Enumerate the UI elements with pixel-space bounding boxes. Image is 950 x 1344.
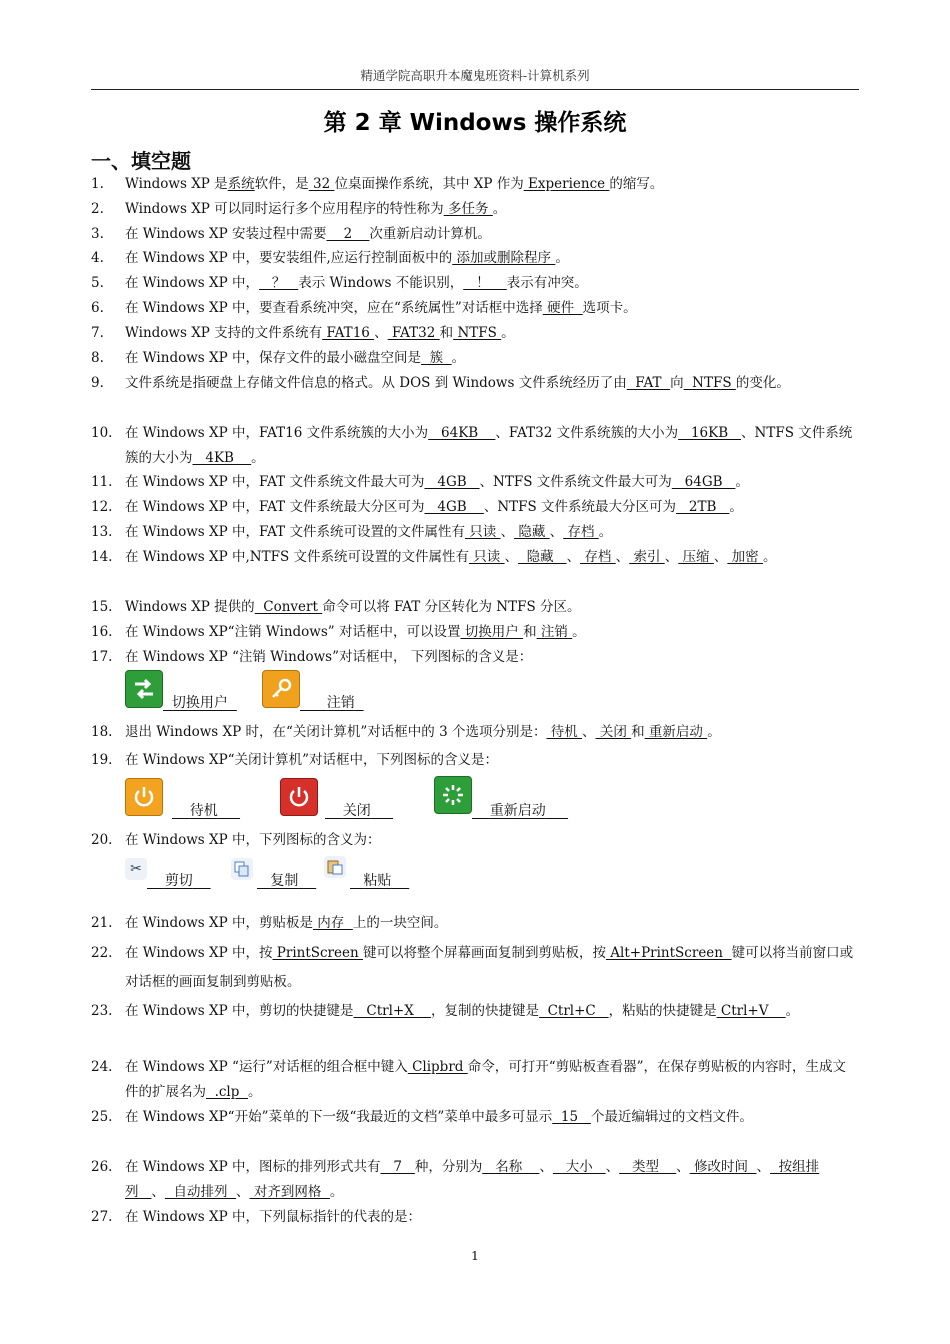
question-number: 3.: [91, 226, 104, 242]
question-number: 12.: [91, 499, 113, 515]
question-number: 14.: [91, 549, 113, 565]
question-number: 10.: [91, 425, 113, 441]
question-text: 在 Windows XP 中，剪贴板是 内存 上的一块空间。: [125, 915, 448, 931]
question-number: 21.: [91, 915, 113, 931]
switch-user-icon: [125, 670, 163, 708]
question-text: Windows XP 支持的文件系统有 FAT16 、 FAT32 和 NTFS 。: [125, 325, 515, 341]
question-text: 文件系统是指硬盘上存储文件信息的格式。从 DOS 到 Windows 文件系统经历了由 FAT 向 NTFS 的变化。: [125, 375, 790, 391]
question-number: 8.: [91, 350, 104, 366]
question-text: 在 Windows XP 中，要查看系统冲突，应在“系统属性”对话框中选择 硬件 选项卡。: [125, 300, 637, 316]
restart-icon: [434, 776, 472, 814]
question-number: 25.: [91, 1109, 113, 1125]
q20-label-paste: 粘贴: [363, 873, 392, 889]
question-number: 27.: [91, 1209, 113, 1225]
paste-icon: [324, 856, 346, 878]
question-number: 11.: [91, 474, 113, 490]
q17-label-logoff: 注销: [326, 695, 355, 711]
question-text: 在 Windows XP“开始”菜单的下一级“我最近的文档”菜单中最多可显示 15 个最近编辑过的文档文件。: [125, 1109, 753, 1125]
logoff-key-icon: [262, 670, 300, 708]
question-text: 在 Windows XP 安装过程中需要 2 次重新启动计算机。: [125, 226, 491, 242]
question-text: Windows XP 可以同时运行多个应用程序的特性称为 多任务 。: [125, 201, 507, 217]
question-number: 6.: [91, 300, 104, 316]
question-number: 22.: [91, 945, 113, 961]
question-number: 5.: [91, 275, 104, 291]
question-text: 在 Windows XP “注销 Windows”对话框中， 下列图标的含义是：: [125, 649, 533, 665]
page-number: 1: [471, 1248, 479, 1263]
shutdown-icon: [280, 778, 318, 816]
question-text: Windows XP 是系统软件，是 32 位桌面操作系统，其中 XP 作为 Experience 的缩写。: [125, 176, 664, 192]
question-text: 在 Windows XP 中，保存文件的最小磁盘空间是 簇 。: [125, 350, 466, 366]
question-number: 18.: [91, 724, 113, 740]
question-number: 19.: [91, 752, 113, 768]
question-text: 在 Windows XP 中，剪切的快捷键是 Ctrl+X ，复制的快捷键是 Ctrl+C ，粘贴的快捷键是 Ctrl+V 。: [125, 1003, 800, 1019]
question-text: 在 Windows XP 中，FAT 文件系统最大分区可为 4GB 、NTFS 文件系统最大分区可为 2TB 。: [125, 499, 743, 515]
question-number: 16.: [91, 624, 113, 640]
question-number: 17.: [91, 649, 113, 665]
question-text: 在 Windows XP 中，图标的排列形式共有 7 种，分别为 名称 、 大小 、 类型 、 修改时间 、 按组排列 、 自动排列 、 对齐到网格 。: [125, 1159, 820, 1200]
question-number: 7.: [91, 325, 104, 341]
question-text: 退出 Windows XP 时，在“关闭计算机”对话框中的 3 个选项分别是： 待机 、 关闭 和 重新启动 。: [125, 724, 721, 740]
q20-label-copy: 复制: [270, 873, 299, 889]
question-text: 在 Windows XP“注销 Windows” 对话框中，可以设置 切换用户 和 注销 。: [125, 624, 586, 640]
question-number: 15.: [91, 599, 113, 615]
question-text: 在 Windows XP“关闭计算机”对话框中，下列图标的含义是：: [125, 752, 498, 768]
question-number: 26.: [91, 1159, 113, 1175]
page-header: 精通学院高职升本魔鬼班资料-计算机系列: [91, 66, 859, 90]
copy-icon: [231, 858, 253, 880]
question-number: 24.: [91, 1059, 113, 1075]
q19-label-standby: 待机: [189, 803, 218, 819]
question-text: 在 Windows XP 中， ？ 表示 Windows 不能识别， ！ 表示有冲突。: [125, 275, 588, 291]
question-number: 4.: [91, 250, 104, 266]
question-number: 23.: [91, 1003, 113, 1019]
question-text: Windows XP 提供的 Convert 命令可以将 FAT 分区转化为 NTFS 分区。: [125, 599, 581, 615]
q20-label-cut: 剪切: [164, 873, 193, 889]
question-text: 在 Windows XP 中，下列鼠标指针的代表的是：: [125, 1209, 421, 1225]
question-text: 在 Windows XP 中，FAT 文件系统文件最大可为 4GB 、NTFS 文件系统文件最大可为 64GB 。: [125, 474, 749, 490]
cut-scissors-icon: ✂: [125, 858, 147, 880]
question-text: 在 Windows XP 中，要安装组件,应运行控制面板中的 添加或删除程序 。: [125, 250, 569, 266]
question-number: 2.: [91, 201, 104, 217]
question-text: 在 Windows XP 中，FAT16 文件系统簇的大小为 64KB 、FAT32 文件系统簇的大小为 16KB 、NTFS 文件系统簇的大小为 4KB 。: [125, 425, 853, 466]
question-text: 在 Windows XP 中，FAT 文件系统可设置的文件属性有 只读 、 隐藏 、 存档 。: [125, 524, 613, 540]
q19-label-shutdown: 关闭: [342, 803, 371, 819]
chapter-title: 第 2 章 Windows 操作系统: [323, 110, 627, 136]
question-text: 在 Windows XP 中,NTFS 文件系统可设置的文件属性有 只读 、 隐藏 、 存档 、 索引 、 压缩 、 加密 。: [125, 549, 777, 565]
section-heading: 一、填空题: [91, 149, 191, 173]
question-text: 在 Windows XP 中，下列图标的含义为：: [125, 832, 381, 848]
question-text: 在 Windows XP “运行”对话框的组合框中键入 Clipbrd 命令，可打开“剪贴板查看器”，在保存剪贴板的内容时，生成文件的扩展名为 .clp 。: [125, 1059, 847, 1100]
standby-icon: [125, 778, 163, 816]
question-number: 20.: [91, 832, 113, 848]
question-text: 在 Windows XP 中，按 PrintScreen 键可以将整个屏幕画面复制到剪贴板，按 Alt+PrintScreen 键可以将当前窗口或对话框的画面复制到剪贴板。: [125, 945, 854, 990]
q17-label-switch-user: 切换用户: [171, 695, 228, 711]
question-number: 1.: [91, 176, 104, 192]
question-number: 13.: [91, 524, 113, 540]
q19-label-restart: 重新启动: [489, 803, 546, 819]
question-number: 9.: [91, 375, 104, 391]
